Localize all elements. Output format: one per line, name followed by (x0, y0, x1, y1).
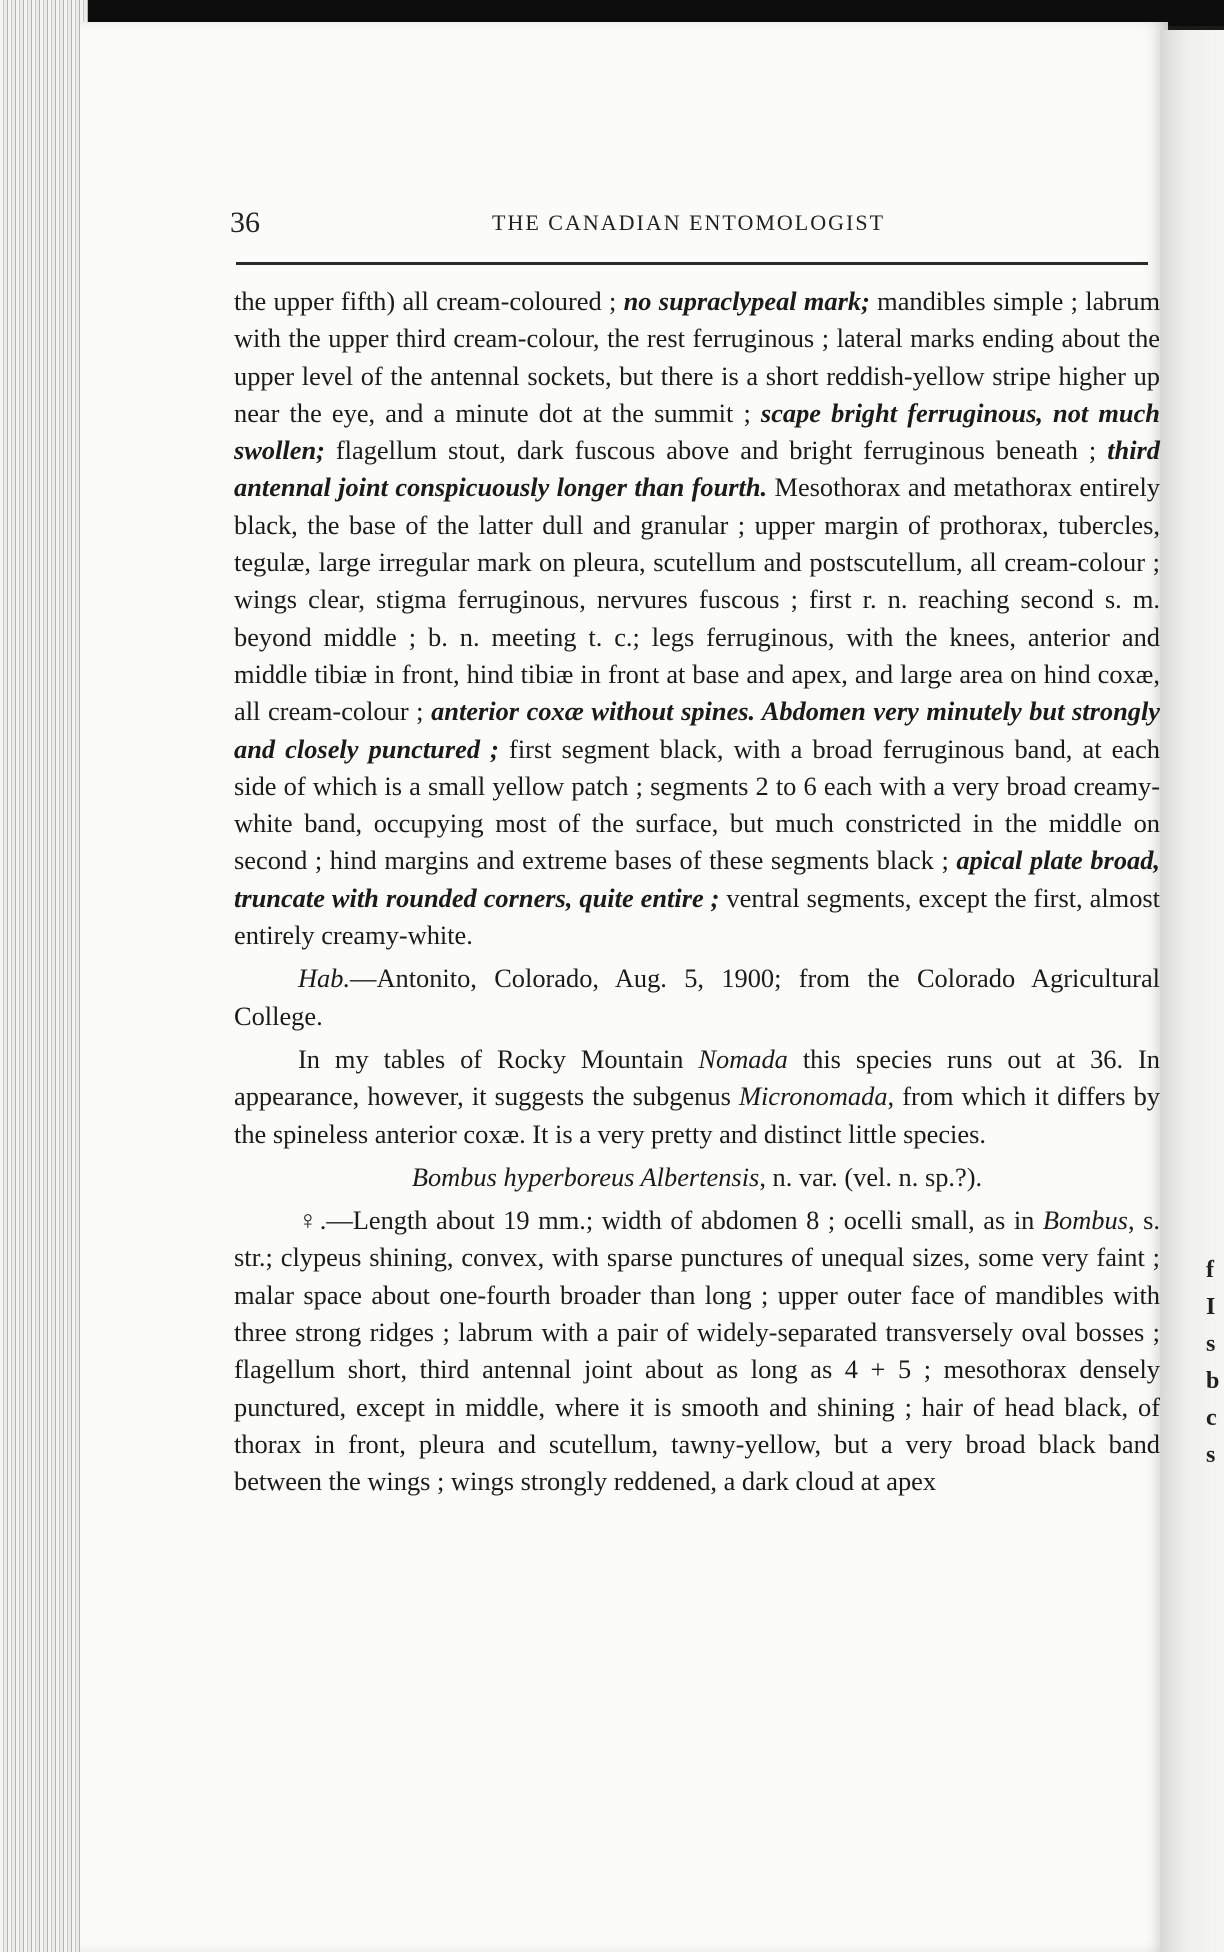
fragment-char: s (1206, 1331, 1216, 1357)
adjacent-page-fragment (1206, 1252, 1224, 1474)
paragraph (234, 283, 1160, 954)
text-run: ventral segments, except the first, almost entirely creamy-white. (234, 882, 1160, 951)
emphasis-run: third antennal joint conspicuously longer than fourth. (234, 435, 1160, 503)
fragment-char: s (1206, 1442, 1216, 1468)
emphasis-run: Bombus (1042, 1205, 1128, 1236)
paragraph (234, 1041, 1160, 1153)
text-run: first segment black, with a broad ferruginous band, at each side of which is a small yellow patch ; segments 2 to 6 each with a very broad creamy-white band, occupying most of the surface, but much constricted in the middle on second ; hind margins and extreme bases of these segments black ; (234, 733, 1160, 876)
text-run: Mesothorax and metathorax entirely black, the base of the latter dull and granular ; upper margin of prothorax, tubercles, tegulæ, large irregular mark on pleura, scutellum and postscutellum, all cream-colour ; wings clear, stigma ferruginous, nervures fuscous ; first r. n. reaching second s. m. beyond middle ; b. n. meeting t. c.; legs ferruginous, with the knees, anterior and middle tibiæ in front, hind tibiæ in front at base and apex, and large area on hind coxæ, all cream-colour ; (234, 472, 1160, 727)
emphasis-run: Hab. (298, 963, 351, 994)
text-run: the upper fifth) all cream-coloured ; (234, 286, 624, 316)
fragment-char: f (1206, 1257, 1214, 1283)
text-run: In my tables of Rocky Mountain (298, 1043, 699, 1074)
species-heading (234, 1159, 1160, 1196)
text-run: flagellum stout, dark fuscous above and bright ferruginous beneath ; (324, 435, 1108, 466)
text-run: ♀.—Length about 19 mm.; width of abdomen 8 ; ocelli small, as in (298, 1205, 1043, 1236)
running-title: THE CANADIAN ENTOMOLOGIST (492, 210, 886, 235)
fragment-char: I (1206, 1294, 1216, 1320)
text-run: mandibles simple ; labrum with the upper third cream-colour, the rest ferruginous ; lateral marks ending about the upper level of the antennal sockets, but there is a short reddish-yellow stripe higher up near the eye, and a minute dot at the summit ; (234, 286, 1160, 428)
page-gutter-shadow (1160, 30, 1224, 1952)
header-rule (236, 262, 1148, 265)
fragment-char: b (1206, 1368, 1220, 1394)
text-run: , from which it differs by the spineless anterior coxæ. It is a very pretty and distinct little species. (234, 1081, 1160, 1149)
emphasis-run: no supraclypeal mark; (623, 286, 870, 316)
fragment-char: c (1206, 1405, 1217, 1431)
paragraph (234, 1202, 1160, 1500)
emphasis-run: apical plate broad, truncate with rounded corners, quite entire ; (234, 845, 1160, 913)
paragraph (234, 960, 1160, 1035)
body-text (234, 283, 1160, 1501)
page-number: 36 (230, 206, 260, 239)
page-header (230, 206, 1150, 246)
book-page-edges (0, 0, 88, 1952)
text-run: —Antonito, Colorado, Aug. 5, 1900; from the Colorado Agricultural College. (234, 963, 1160, 1031)
emphasis-run: Micronomada (738, 1081, 888, 1112)
emphasis-run: Nomada (698, 1043, 788, 1074)
text-run: , s. str.; clypeus shining, convex, with sparse punctures of unequal sizes, some very faint ; malar space about one-fourth broader than long ; upper outer face of mandibles with three strong ridges ; labrum with a pair of widely-separated transversely oval bosses ; flagellum short, third antennal joint about as long as 4 + 5 ; mesothorax densely punctured, except in middle, where it is smooth and shining ; hair of head black, of thorax in front, pleura and scutellum, tawny-yellow, but a very broad black band between the wings ; wings strongly reddened, a dark cloud at apex (234, 1205, 1160, 1497)
text-run: , n. var. (vel. n. sp.?). (759, 1161, 983, 1192)
emphasis-run: scape bright ferruginous, not much swollen; (234, 397, 1160, 466)
text-run: this species runs out at 36. In appearance, however, it suggests the subgenus (234, 1043, 1160, 1112)
emphasis-run: anterior coxæ without spines. Abdomen very minutely but strongly and closely punctured ; (234, 696, 1160, 764)
emphasis-run: Bombus hyperboreus Albertensis (411, 1161, 760, 1192)
